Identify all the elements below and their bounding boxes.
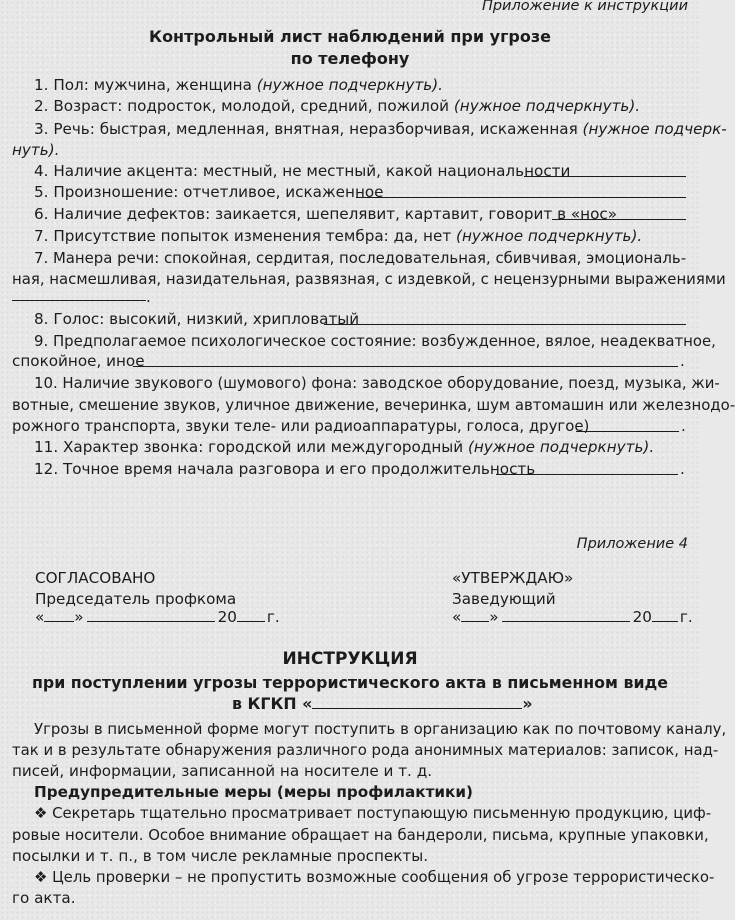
checklist-item-8 <box>12 248 712 269</box>
bullet-item-2 <box>12 867 715 888</box>
bullet-item-1 <box>12 803 712 824</box>
approval-right-title: «УТВЕРЖДАЮ» <box>452 569 574 587</box>
fill-line[interactable] <box>524 176 686 177</box>
year-suffix: г. <box>266 608 280 626</box>
period: . <box>681 417 686 435</box>
item-text: ная, насмешливая, назидательная, развязная, с издевкой, с нецензурными выражениями <box>12 270 726 288</box>
checklist-item-7 <box>12 226 712 247</box>
org-name-field[interactable] <box>312 694 522 709</box>
item-note: (нужное подчерк- <box>582 120 727 138</box>
bullet-icon: ❖ <box>34 804 48 822</box>
bullet-text: Секретарь тщательно просматривает поступающую письменную продукцию, циф- <box>47 804 712 822</box>
checklist-item-11-cont <box>12 416 690 437</box>
quote-open: « <box>35 608 45 626</box>
item-text: 9. Предполагаемое психологическое состояние: возбужденное, вялое, неадекватное, <box>34 332 716 350</box>
item-text: 12. Точное время начала разговора и его продолжительность <box>34 460 536 478</box>
year-suffix: г. <box>679 608 693 626</box>
checklist-item-8-cont <box>12 269 726 290</box>
fill-line[interactable] <box>324 324 686 325</box>
item-note: (нужное подчеркнуть). <box>467 438 655 456</box>
quote-close: » <box>74 608 84 626</box>
paragraph-line: так и в результате обнаружения различного рода анонимных материалов: записок, над- <box>12 741 719 759</box>
year-prefix: 20 <box>632 608 652 626</box>
item-text: вотные, смешение звуков, уличное движение, вечеринка, шум автомашин или железнодо- <box>12 396 735 414</box>
quote-close: » <box>489 608 499 626</box>
item-text: 5. Произношение: отчетливое, искаженное <box>34 183 384 201</box>
month-field[interactable] <box>87 607 215 622</box>
fill-line[interactable] <box>496 474 678 475</box>
checklist-item-3-cont: нуть). <box>12 141 60 159</box>
checklist-item-5 <box>12 182 712 203</box>
item-text: 8. Голос: высокий, низкий, хрипловатый <box>34 310 360 328</box>
item-text: 6. Наличие дефектов: заикается, шепелявит, картавит, говорит в «нос» <box>34 205 617 223</box>
paragraph-line: ровые носители. Особое внимание обращает на бандероли, письма, крупные упаковки, <box>12 826 709 844</box>
checklist-item-1 <box>12 75 712 96</box>
paragraph-line: Угрозы в письменной форме могут поступить в организацию как по почтовому каналу, <box>34 720 727 738</box>
checklist-item-11 <box>12 373 720 394</box>
appendix-label-top: Приложение к инструкции <box>481 0 688 14</box>
fill-line[interactable] <box>133 366 678 367</box>
day-field[interactable] <box>44 607 74 622</box>
day-field[interactable] <box>461 607 489 622</box>
checklist-item-13 <box>12 459 712 480</box>
checklist-title-line-2: по телефону <box>290 49 410 68</box>
fill-line[interactable] <box>552 219 686 220</box>
fill-line[interactable] <box>356 197 686 198</box>
item-text: 11. Характер звонка: городской или междугородный <box>34 438 468 456</box>
instruction-title: ИНСТРУКЦИЯ <box>282 649 418 669</box>
checklist-item-2 <box>12 96 712 117</box>
year-field[interactable] <box>652 607 678 622</box>
instruction-subtitle-org <box>232 693 533 714</box>
checklist-item-9 <box>12 309 712 330</box>
period: . <box>680 352 685 370</box>
bullet-icon: ❖ <box>34 868 48 886</box>
org-prefix: в КГКП « <box>232 694 313 713</box>
item-note: (нужное подчеркнуть). <box>456 227 643 245</box>
checklist-item-4 <box>12 161 712 182</box>
year-field[interactable] <box>237 607 265 622</box>
item-text: 10. Наличие звукового (шумового) фона: заводское оборудование, поезд, музыка, жи- <box>34 374 720 392</box>
period: . <box>146 288 151 306</box>
approval-left-title: СОГЛАСОВАНО <box>35 569 156 587</box>
approval-right-date <box>452 607 693 628</box>
bullet-text: Цель проверки – не пропустить возможные сообщения об угрозе террористическо- <box>47 868 715 886</box>
year-prefix: 20 <box>217 608 237 626</box>
item-text: спокойное, иное <box>12 352 145 370</box>
checklist-item-3 <box>12 119 727 140</box>
fill-line[interactable] <box>576 431 679 432</box>
period: . <box>680 460 685 478</box>
checklist-item-12 <box>12 437 712 458</box>
quote-open: « <box>452 608 462 626</box>
appendix-4-label: Приложение 4 <box>576 536 688 552</box>
item-text: 4. Наличие акцента: местный, не местный, какой национальности <box>34 162 571 180</box>
paragraph-line: писей, информации, записанной на носителе и т. д. <box>12 762 433 780</box>
item-text: рожного транспорта, звуки теле- или радиоаппаратуры, голоса, другое) <box>12 417 590 435</box>
fill-line[interactable] <box>12 300 146 301</box>
org-suffix: » <box>522 694 533 713</box>
item-text: 2. Возраст: подросток, молодой, средний, пожилой <box>34 97 454 115</box>
checklist-title-line-1: Контрольный лист наблюдений при угрозе <box>148 27 552 46</box>
checklist-item-10-cont <box>12 351 690 372</box>
approval-left-role: Председатель профкома <box>35 590 237 608</box>
approval-right-role: Заведующий <box>452 590 556 608</box>
checklist-item-10 <box>12 331 716 352</box>
item-text: 7. Манера речи: спокойная, сердитая, последовательная, сбивчивая, эмоциональ- <box>34 249 687 267</box>
item-text: 3. Речь: быстрая, медленная, внятная, неразборчивая, искаженная <box>34 120 583 138</box>
section-heading: Предупредительные меры (меры профилактики) <box>34 783 473 801</box>
item-note: (нужное подчеркнуть). <box>256 76 443 94</box>
checklist-title <box>0 26 700 70</box>
approval-left-date <box>35 607 280 628</box>
item-text: 7. Присутствие попыток изменения тембра: да, нет <box>34 227 457 245</box>
checklist-item-11-cont <box>12 395 735 416</box>
item-text: 1. Пол: мужчина, женщина <box>34 76 257 94</box>
checklist-item-6 <box>12 204 712 225</box>
month-field[interactable] <box>502 607 630 622</box>
paragraph-line: посылки и т. п., в том числе рекламные проспекты. <box>12 847 429 865</box>
paragraph-line: го акта. <box>12 889 76 907</box>
item-note: (нужное подчеркнуть). <box>453 97 641 115</box>
instruction-subtitle: при поступлении угрозы террористического акта в письменном виде <box>32 673 668 692</box>
